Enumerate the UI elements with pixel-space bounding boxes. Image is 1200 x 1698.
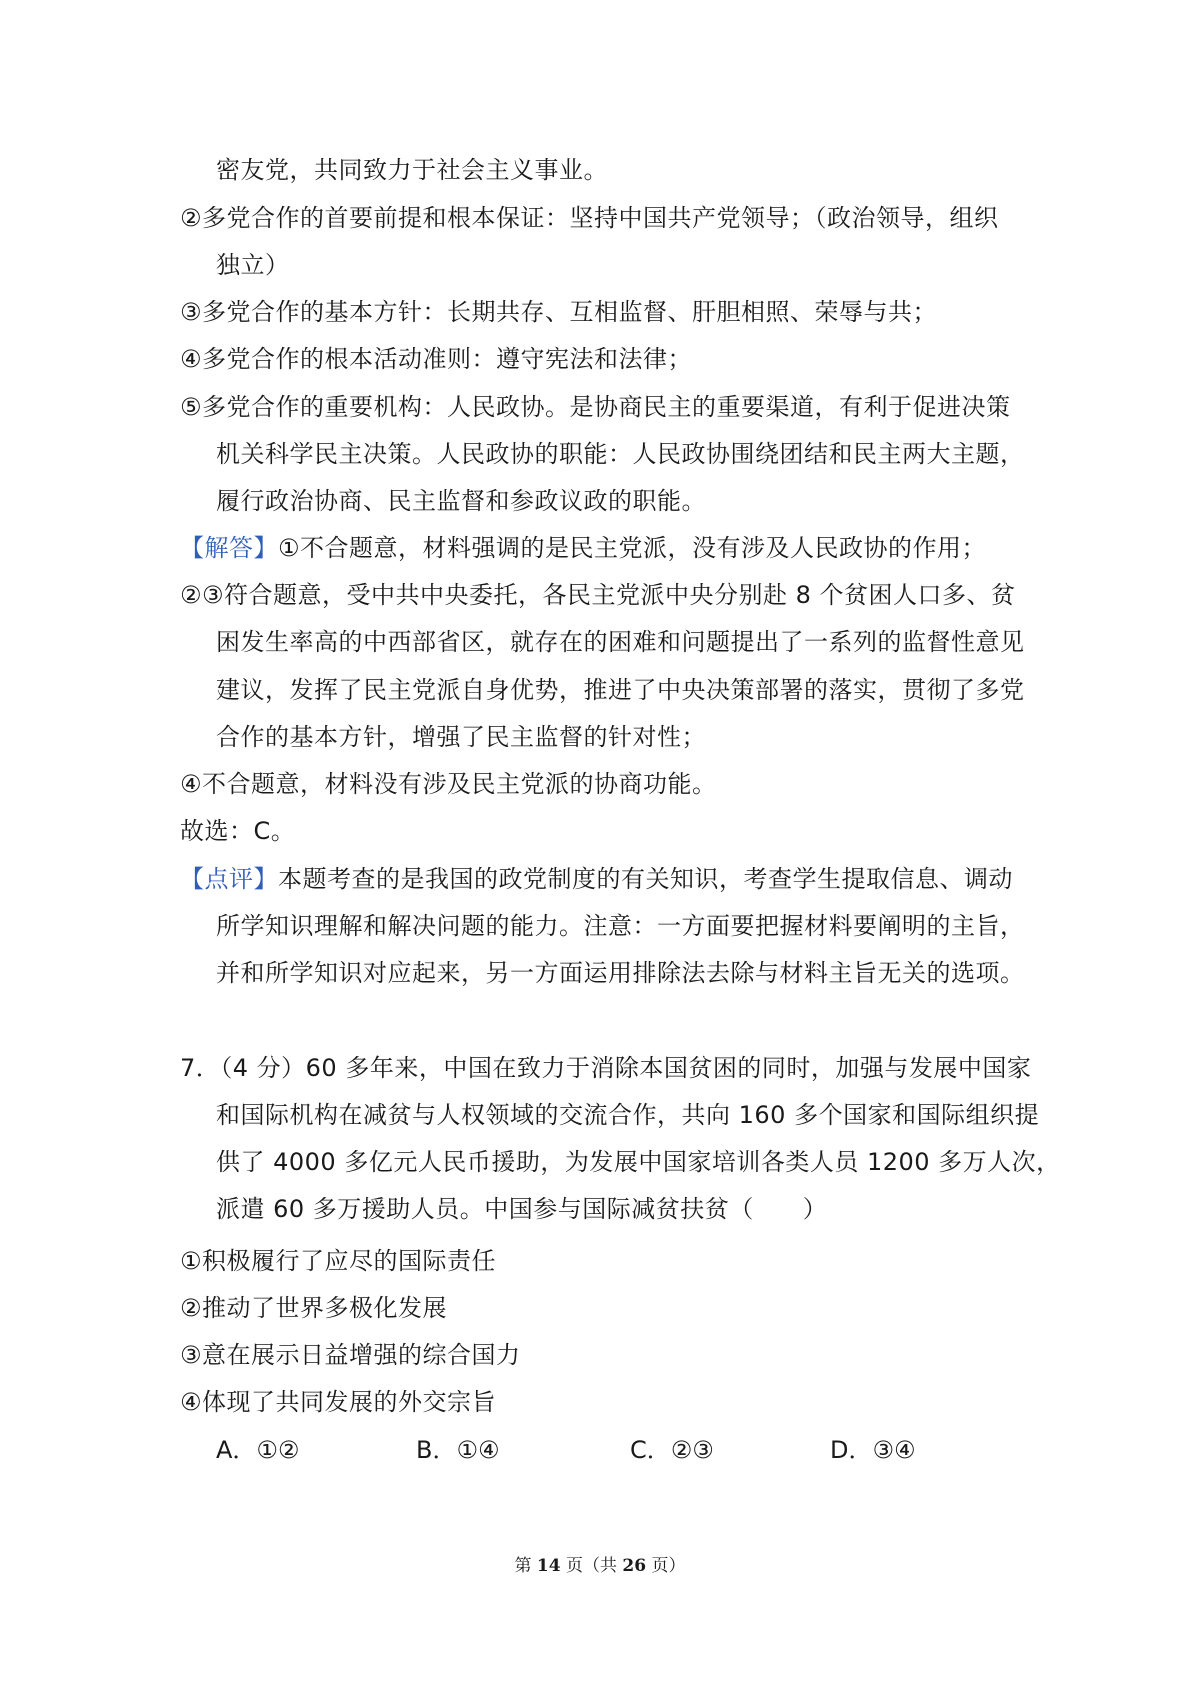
text-line: ②多党合作的首要前提和根本保证：坚持中国共产党领导；（政治领导，组织 [180,204,999,232]
comment-first-line: 本题考查的是我国的政党制度的有关知识，考查学生提取信息、调动 [278,865,1013,893]
text-line: 履行政治协商、民主监督和参政议政的职能。 [216,487,706,515]
comment-line: 所学知识理解和解决问题的能力。注意：一方面要把握材料要阐明的主旨， [216,912,1025,940]
text-line: 独立） [216,251,290,279]
question-7-stem: 和国际机构在减贫与人权领域的交流合作，共向 160 多个国家和国际组织提 [216,1101,1040,1129]
option-d: D．③④ [830,1436,916,1464]
answer-first-line: ①不合题意，材料强调的是民主党派，没有涉及人民政协的作用； [278,534,987,562]
answer-choice: 故选：C。 [180,817,296,845]
statement-item: ②推动了世界多极化发展 [180,1294,448,1322]
page-footer [0,1554,1200,1578]
comment-tag: 【点评】 [180,865,278,893]
option-b: B．①④ [416,1436,500,1464]
text-line: 密友党，共同致力于社会主义事业。 [216,156,608,184]
text-line: ④多党合作的根本活动准则：遵守宪法和法律； [180,345,693,373]
answer-line: ②③符合题意，受中共中央委托，各民主党派中央分别赴 8 个贫困人口多、贫 [180,581,1016,609]
statement-item: ①积极履行了应尽的国际责任 [180,1247,497,1275]
option-c: C．②③ [630,1436,714,1464]
page-number: 14 [536,1556,561,1576]
footer-suffix: 页） [646,1556,686,1576]
footer-middle: 页（共 [560,1556,623,1576]
answer-line: ④不合题意，材料没有涉及民主党派的协商功能。 [180,770,717,798]
comment-section [180,861,1013,897]
question-7-stem: 派遣 60 多万援助人员。中国参与国际减贫扶贫（ ） [216,1195,828,1223]
answer-options [216,1432,976,1468]
comment-line: 并和所学知识对应起来，另一方面运用排除法去除与材料主旨无关的选项。 [216,959,1025,987]
statement-item: ④体现了共同发展的外交宗旨 [180,1388,497,1416]
text-line: ⑤多党合作的重要机构：人民政协。是协商民主的重要渠道，有利于促进决策 [180,393,1011,421]
text-line: ③多党合作的基本方针：长期共存、互相监督、肝胆相照、荣辱与共； [180,298,938,326]
answer-line: 建议，发挥了民主党派自身优势，推进了中央决策部署的落实，贯彻了多党 [216,676,1025,704]
text-line: 机关科学民主决策。人民政协的职能：人民政协围绕团结和民主两大主题， [216,440,1025,468]
answer-section [180,530,986,566]
answer-tag: 【解答】 [180,534,278,562]
statement-item: ③意在展示日益增强的综合国力 [180,1341,521,1369]
total-pages: 26 [622,1556,647,1576]
option-a: A．①② [216,1436,300,1464]
answer-line: 合作的基本方针，增强了民主监督的针对性； [216,723,706,751]
question-7-stem: 7．（4 分）60 多年来，中国在致力于消除本国贫困的同时，加强与发展中国家 [180,1054,1032,1082]
question-7-stem: 供了 4000 多亿元人民币援助，为发展中国家培训各类人员 1200 多万人次， [216,1148,1061,1176]
answer-line: 困发生率高的中西部省区，就存在的困难和问题提出了一系列的监督性意见 [216,628,1025,656]
footer-prefix: 第 [514,1556,537,1576]
